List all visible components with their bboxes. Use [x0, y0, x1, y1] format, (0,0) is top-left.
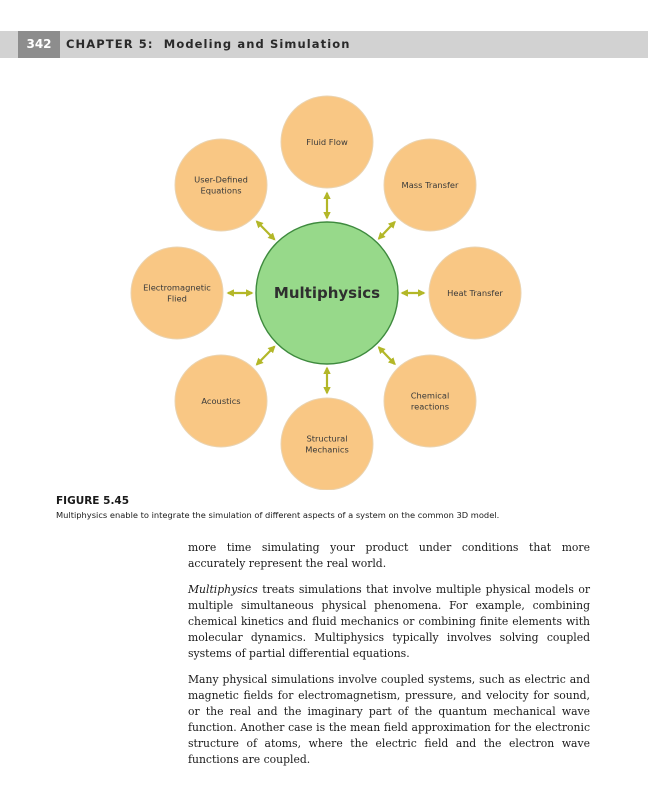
node-label-chemical-reactions: reactions [410, 401, 450, 412]
node-structural-mechanics [281, 398, 373, 490]
node-heat-transfer [429, 247, 521, 339]
paragraph-2 [188, 582, 590, 662]
paragraph-3: Many physical simulations involve coupled systems, such as electric and magnetic fields for electromagnetism, pressure, and velocity for sound, or the real and the imaginary part of the quantum mechanical wave function. Another case is the mean field approximation for the electronic structure of atoms, where the electric field and the electron wave functions are coupled. [188, 673, 590, 766]
multiphysics-diagram [0, 90, 648, 490]
node-label-user-defined-equations: User-Defined [194, 174, 248, 185]
chapter-number: CHAPTER 5: [66, 37, 154, 51]
node-label-mass-transfer: Mass Transfer [401, 180, 459, 190]
figure-number: FIGURE 5.45 [56, 495, 130, 507]
node-label-user-defined-equations: Equations [200, 185, 242, 196]
node-acoustics [175, 355, 267, 447]
connector-arrow-mass-transfer [379, 222, 395, 239]
node-label-acoustics: Acoustics [201, 396, 241, 406]
node-electromagnetic-field [131, 247, 223, 339]
node-user-defined-equations [175, 139, 267, 231]
page-number: 342 [18, 31, 60, 58]
figure-caption: Multiphysics enable to integrate the simulation of different aspects of a system on the common 3D model. [56, 510, 500, 520]
node-fluid-flow [281, 96, 373, 188]
connector-arrow-acoustics [257, 347, 275, 365]
node-label-structural-mechanics: Structural [306, 433, 348, 444]
connector-arrow-user-defined-equations [257, 221, 275, 239]
node-chemical-reactions [384, 355, 476, 447]
paragraph-1: more time simulating your product under conditions that more accurately represent the real world. [188, 541, 590, 570]
chapter-title: Modeling and Simulation [163, 37, 351, 51]
center-label: Multiphysics [273, 284, 381, 302]
running-header [0, 31, 648, 58]
term-multiphysics: Multiphysics [188, 583, 258, 596]
paragraph-2-text: treats simulations that involve multiple physical models or multiple simultaneous physical phenomena. For example, combining chemical kinetics and fluid mechanics or combining finite elements with molecular dynamics. Multiphysics typically involves solving coupled systems of partial differential equations. [188, 583, 590, 660]
chapter-heading [66, 31, 351, 58]
node-label-electromagnetic-field: Electromagnetic [143, 282, 211, 293]
node-label-chemical-reactions: Chemical [410, 390, 450, 401]
node-mass-transfer [384, 139, 476, 231]
node-label-structural-mechanics: Mechanics [305, 444, 349, 455]
node-label-heat-transfer: Heat Transfer [447, 288, 503, 298]
node-label-fluid-flow: Fluid Flow [306, 137, 348, 147]
node-label-electromagnetic-field: Flied [167, 293, 187, 304]
body-text [188, 540, 590, 778]
connector-arrow-chemical-reactions [379, 347, 395, 364]
